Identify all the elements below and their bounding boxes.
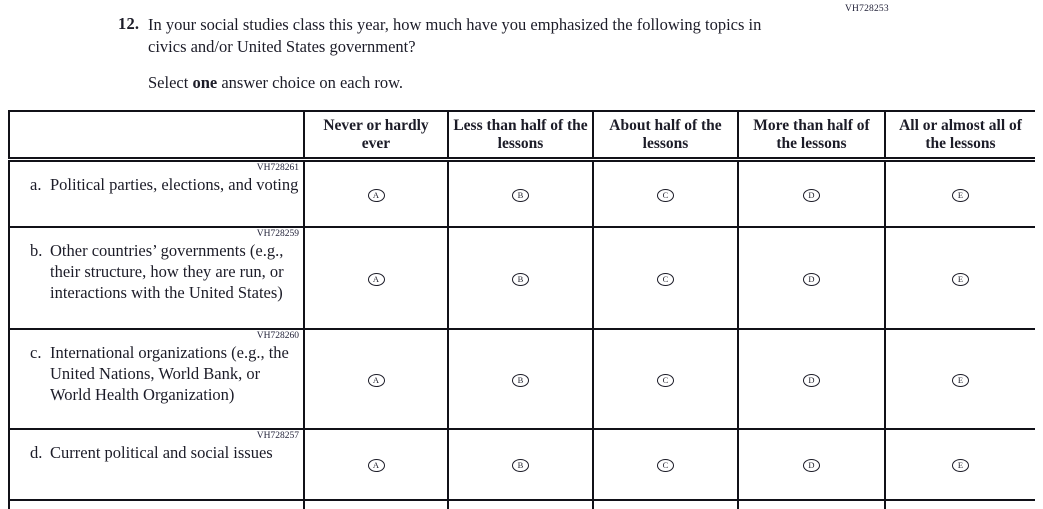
column-header-more-than-half: More than half of the lessons xyxy=(738,111,885,160)
partial-cell xyxy=(448,500,593,509)
row-a-option-e-cell xyxy=(885,160,1035,227)
item-id: VH728259 xyxy=(256,228,299,239)
row-a-stem xyxy=(9,160,304,227)
row-d-option-d-cell xyxy=(738,429,885,500)
row-d-option-b-cell xyxy=(448,429,593,500)
item-text xyxy=(10,173,303,202)
column-header-about-half: About half of the lessons xyxy=(593,111,738,160)
row-c-option-d-cell xyxy=(738,329,885,429)
table-row-a xyxy=(9,160,1035,227)
column-header-all: All or almost all of the lessons xyxy=(885,111,1035,160)
answer-bubble-e[interactable]: E xyxy=(952,374,969,387)
item-label: Current political and social issues xyxy=(50,442,273,462)
item-letter: b. xyxy=(30,240,43,260)
answer-bubble-d[interactable]: D xyxy=(803,459,820,472)
item-label: Other countries’ governments (e.g., their structure, how they are run, or interactions with the United States) xyxy=(50,240,284,302)
item-id: VH728261 xyxy=(256,163,299,173)
item-letter: a. xyxy=(30,175,42,195)
header-row xyxy=(9,111,1035,160)
item-label: International organizations (e.g., the United Nations, World Bank, or World Health Organization) xyxy=(50,342,289,404)
item-id: VH728260 xyxy=(256,330,299,341)
item-letter: c. xyxy=(30,342,42,362)
table-row-c xyxy=(9,329,1035,429)
table-row-b xyxy=(9,227,1035,329)
answer-bubble-b[interactable]: B xyxy=(512,459,529,472)
partial-cell xyxy=(593,500,738,509)
item-text xyxy=(10,239,303,310)
question-text: In your social studies class this year, how much have you emphasized the following topics in civics and/or United States government? xyxy=(148,15,762,56)
row-b-option-a-cell xyxy=(304,227,448,329)
item-text xyxy=(10,441,303,470)
table-row-d xyxy=(9,429,1035,500)
answer-bubble-a[interactable]: A xyxy=(368,374,385,387)
table-row-partial-cutoff xyxy=(9,500,1035,509)
question-instruction xyxy=(148,73,800,93)
answer-bubble-d[interactable]: D xyxy=(803,374,820,387)
row-d-option-e-cell xyxy=(885,429,1035,500)
question-body xyxy=(148,14,800,93)
row-b-option-d-cell xyxy=(738,227,885,329)
row-c-option-e-cell xyxy=(885,329,1035,429)
form-id: VH728253 xyxy=(845,4,889,14)
instruction-suffix: answer choice on each row. xyxy=(217,72,404,92)
answer-bubble-d[interactable]: D xyxy=(803,189,820,202)
question-block xyxy=(118,14,818,93)
answer-bubble-b[interactable]: B xyxy=(512,273,529,286)
response-matrix xyxy=(8,110,1035,509)
answer-bubble-a[interactable]: A xyxy=(368,459,385,472)
partial-cell xyxy=(885,500,1035,509)
column-header-never: Never or hardly ever xyxy=(304,111,448,160)
row-d-option-a-cell xyxy=(304,429,448,500)
answer-bubble-d[interactable]: D xyxy=(803,273,820,286)
row-b-stem xyxy=(9,227,304,329)
instruction-bold-word: one xyxy=(192,72,218,92)
row-b-option-b-cell xyxy=(448,227,593,329)
header-empty-cell xyxy=(9,111,304,160)
partial-cell xyxy=(304,500,448,509)
answer-bubble-c[interactable]: C xyxy=(657,459,674,472)
item-id: VH728257 xyxy=(256,430,299,441)
row-d-option-c-cell xyxy=(593,429,738,500)
answer-bubble-e[interactable]: E xyxy=(952,459,969,472)
item-label: Political parties, elections, and voting xyxy=(50,175,299,195)
row-a-option-a-cell xyxy=(304,160,448,227)
answer-bubble-b[interactable]: B xyxy=(512,189,529,202)
answer-bubble-c[interactable]: C xyxy=(657,273,674,286)
survey-table xyxy=(8,110,1035,509)
question-number: 12. xyxy=(118,14,140,33)
row-a-option-d-cell xyxy=(738,160,885,227)
answer-bubble-a[interactable]: A xyxy=(368,189,385,202)
answer-bubble-c[interactable]: C xyxy=(657,189,674,202)
instruction-prefix: Select xyxy=(148,72,193,92)
answer-bubble-a[interactable]: A xyxy=(368,273,385,286)
row-c-option-c-cell xyxy=(593,329,738,429)
row-c-option-b-cell xyxy=(448,329,593,429)
partial-cell xyxy=(738,500,885,509)
row-d-stem xyxy=(9,429,304,500)
answer-bubble-c[interactable]: C xyxy=(657,374,674,387)
answer-bubble-b[interactable]: B xyxy=(512,374,529,387)
row-a-option-c-cell xyxy=(593,160,738,227)
row-c-option-a-cell xyxy=(304,329,448,429)
row-a-option-b-cell xyxy=(448,160,593,227)
answer-bubble-e[interactable]: E xyxy=(952,273,969,286)
partial-cell xyxy=(9,500,304,509)
item-text xyxy=(10,341,303,412)
row-c-stem xyxy=(9,329,304,429)
column-header-less-than-half: Less than half of the lessons xyxy=(448,111,593,160)
row-b-option-e-cell xyxy=(885,227,1035,329)
answer-bubble-e[interactable]: E xyxy=(952,189,969,202)
item-letter: d. xyxy=(30,442,43,462)
row-b-option-c-cell xyxy=(593,227,738,329)
